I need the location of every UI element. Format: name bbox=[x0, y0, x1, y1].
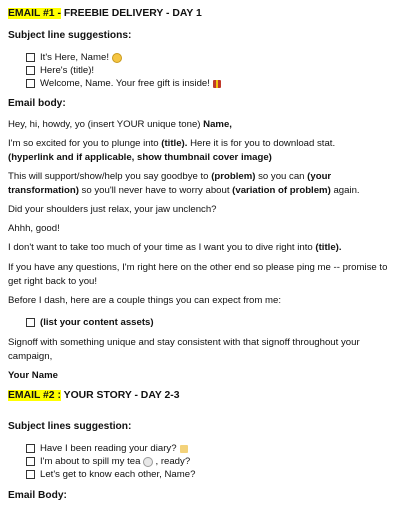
email2-tag: EMAIL #2 : bbox=[8, 390, 61, 401]
email1-paragraph-ahhh: Ahhh, good! bbox=[8, 223, 60, 234]
email1-paragraph-shoulders: Did your shoulders just relax, your jaw unclench? bbox=[8, 204, 217, 215]
email1-heading bbox=[8, 7, 392, 21]
email1-signoff: Your Name bbox=[8, 370, 58, 381]
checkbox[interactable] bbox=[26, 53, 35, 62]
email1-paragraph-questions: If you have any questions, I'm right here on the other end so please ping me -- promise to get right back to you! bbox=[8, 262, 388, 287]
email2-title: YOUR STORY - DAY 2-3 bbox=[60, 390, 180, 401]
checkbox[interactable] bbox=[26, 470, 35, 479]
email1-paragraph-greeting: Hey, hi, howdy, yo (insert YOUR unique tone) Name, bbox=[8, 119, 232, 130]
email1-tag: EMAIL #1 - bbox=[8, 8, 61, 19]
email1-title: FREEBIE DELIVERY - DAY 1 bbox=[60, 8, 202, 19]
email2-subject-option-1[interactable]: Have I been reading your diary? bbox=[26, 442, 392, 455]
checkbox[interactable] bbox=[26, 318, 35, 327]
email1-paragraph-intro: I'm so excited for you to plunge into (title). Here it is for you to download stat. (hyperlink and if applicable, show thumbnail cover image) bbox=[8, 138, 336, 163]
email1-paragraph-signoff-note: Signoff with something unique and stay consistent with that signoff throughout your campaign, bbox=[8, 337, 360, 362]
teacup-icon bbox=[143, 457, 153, 467]
email2-subject-option-3[interactable]: Let's get to know each other, Name? bbox=[26, 468, 392, 481]
email1-subject-option-3[interactable]: Welcome, Name. Your free gift is inside! bbox=[26, 77, 392, 90]
email1-subject-heading: Subject line suggestions: bbox=[8, 30, 132, 41]
email2-heading bbox=[8, 389, 392, 403]
checkbox[interactable] bbox=[26, 457, 35, 466]
smiley-icon bbox=[112, 53, 122, 63]
email1-assets-option[interactable]: (list your content assets) bbox=[26, 316, 392, 329]
email1-body-heading: Email body: bbox=[8, 98, 66, 109]
email2-body-heading: Email Body: bbox=[8, 490, 67, 501]
notepad-icon bbox=[180, 445, 188, 453]
email2-subject-heading: Subject lines suggestion: bbox=[8, 421, 132, 432]
email1-paragraph-dive: I don't want to take too much of your time as I want you to dive right into (title). bbox=[8, 242, 342, 253]
email1-paragraph-support: This will support/show/help you say goodbye to (problem) so you can (your transformation) so you'll never have to worry about (variation of problem) again. bbox=[8, 171, 360, 196]
checkbox[interactable] bbox=[26, 79, 35, 88]
checkbox[interactable] bbox=[26, 444, 35, 453]
checkbox[interactable] bbox=[26, 66, 35, 75]
gift-icon bbox=[213, 80, 221, 88]
email1-subject-option-2[interactable]: Here's (title)! bbox=[26, 64, 392, 77]
email1-paragraph-expect: Before I dash, here are a couple things you can expect from me: bbox=[8, 295, 282, 306]
email2-subject-option-2[interactable]: I'm about to spill my tea , ready? bbox=[26, 455, 392, 468]
email1-subject-option-1[interactable]: It's Here, Name! bbox=[26, 51, 392, 64]
